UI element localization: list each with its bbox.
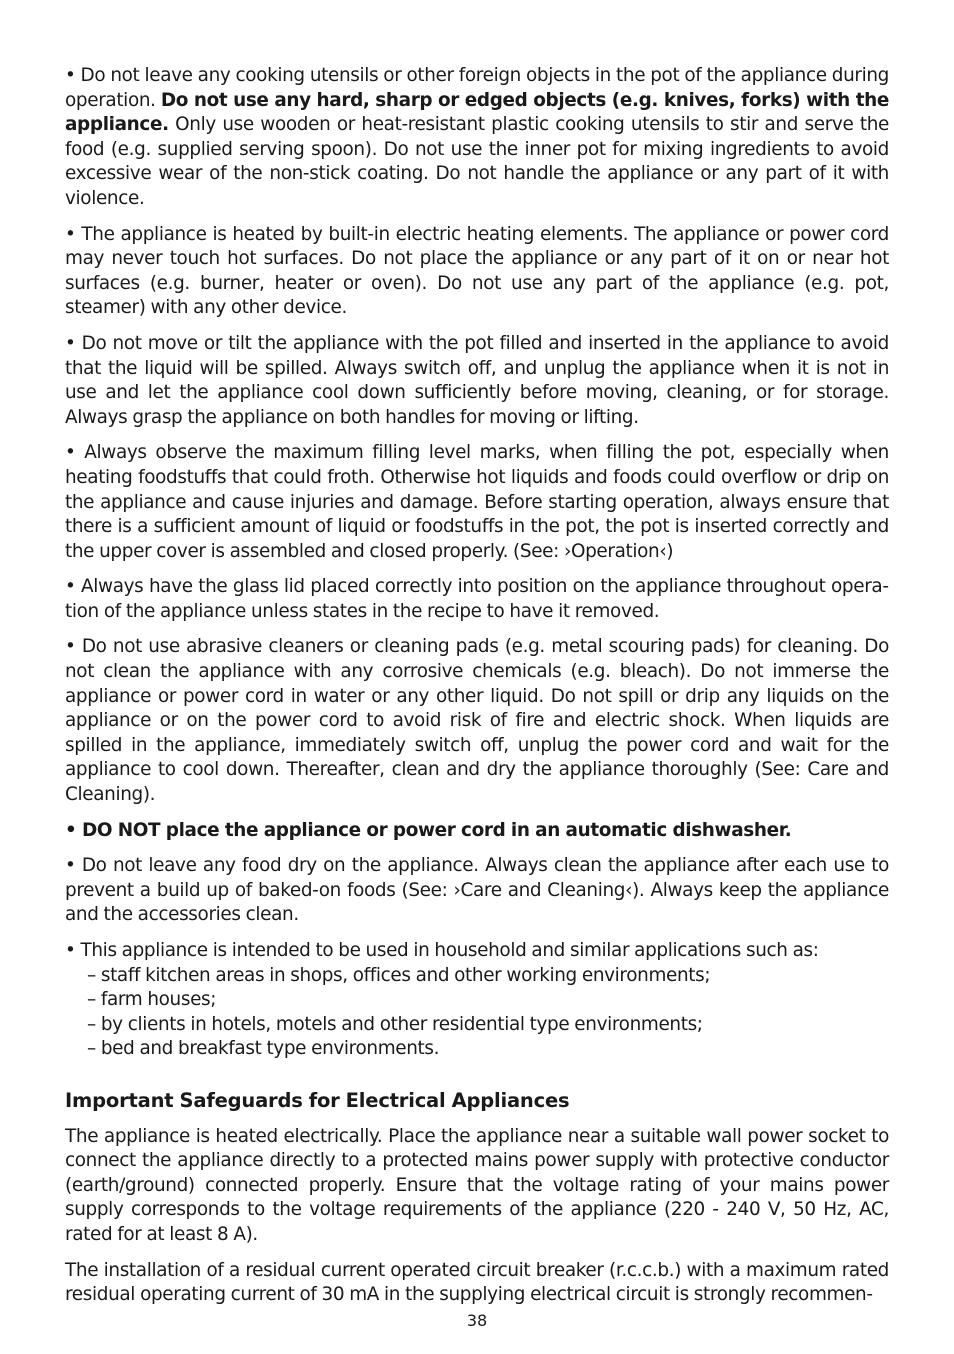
- paragraph-filling-level: • Always observe the maximum filling level marks, when filling the pot, especially when heating foodstuffs that could froth. Otherwise hot liquids and foods could overflow or drip on the appliance and cause injuries and damage. Before starting operation, always ensure that there is a sufficient amount of liquid or foodstuffs in the pot, the pot is inserted correctly and the upper cover is assembled and closed properly. (See: ›Operation‹): [65, 442, 889, 562]
- list-item: – staff kitchen areas in shops, offices and other working environments;: [87, 964, 711, 986]
- paragraph-food-dry: • Do not leave any food dry on the appliance. Always clean the appliance after each use to prevent a build up of baked-on foods (See: ›Care and Cleaning‹). Always keep the appliance and the accessories clean.: [65, 855, 889, 926]
- paragraph-moving: • Do not move or tilt the appliance with the pot filled and inserted in the appliance to avoid that the liquid will be spilled. Always switch off, and unplug the appliance when it is not in use and let the appliance cool down sufficiently before moving, cleaning, or for storage. Always grasp the appliance on both handles for moving or lifting.: [65, 332, 889, 428]
- page-number: 38: [466, 1311, 488, 1330]
- list-item: – farm houses;: [87, 989, 217, 1011]
- section-heading: Important Safeguards for Electrical Appliances: [65, 1088, 570, 1112]
- paragraph-heating-elements: • The appliance is heated by built-in electric heating elements. The appliance or power cord may never touch hot surfaces. Do not place the appliance or any part of it on or near hot surfaces (e.g. burner, heater or oven). Do not use any part of the appliance (e.g. pot, steamer) with any other device.: [65, 223, 889, 319]
- paragraph-electrical: The appliance is heated electrically. Place the appliance near a suitable wall power socket to connect the appliance directly to a protected mains power supply with protective conductor (earth/ground) connected properly. Ensure that the voltage rating of your mains power supply corresponds to the voltage requirements of the appliance (220 - 240 V, 50 Hz, AC, rated for at least 8 A).: [65, 1125, 889, 1245]
- warning-hard-objects: Do not use any hard, sharp or edged objects (e.g. knives, forks) with the appliance.: [65, 89, 890, 136]
- paragraph-cleaning: • Do not use abrasive cleaners or cleaning pads (e.g. metal scouring pads) for cleaning. Do not clean the appliance with any corrosive chemicals (e.g. bleach). Do not immerse the appliance or power cord in water or any other liquid. Do not spill or drip any liquids on the appliance or on the power cord to avoid risk of fire and electric shock. When liquids are spilled in the appliance, immediately switch off, unplug the power cord and wait for the appliance to cool down. Thereafter, clean and dry the appliance thoroughly (See: Care and Cleaning).: [65, 636, 889, 806]
- paragraph-rccb: The installation of a residual current operated circuit breaker (r.c.c.b.) with a maximum rated residual operating current of 30 mA in the supplying electrical circuit is strongly recommen-: [65, 1259, 889, 1306]
- paragraph-utensils: • Do not leave any cooking utensils or other foreign objects in the pot of the appliance during operation. Do not use any hard, sharp or edged objects (e.g. knives, forks) with the appliance. Only use wooden or heat-resistant plastic cooking utensils to stir and serve the food (e.g. supplied serving spoon). Do not use the inner pot for mixing ingredients to avoid excessive wear of the non-stick coating. Do not handle the appliance or any part of it with violence.: [65, 65, 890, 209]
- paragraph-dishwasher: • DO NOT place the appliance or power cord in an automatic dishwasher.: [65, 819, 792, 841]
- list-item: – bed and breakfast type environments.: [87, 1038, 440, 1060]
- paragraph-glass-lid: • Always have the glass lid placed correctly into position on the appliance throughout operation of the appliance unless states in the recipe to have it removed.: [65, 576, 889, 622]
- paragraph-intended-use: • This appliance is intended to be used in household and similar applications such as: – staff kitchen areas in shops, offices and other working environments; – farm houses; – by clients in hotels, motels and other residential type environments; – bed and breakfast type environments.: [65, 939, 889, 1062]
- list-item: – by clients in hotels, motels and other residential type environments;: [87, 1013, 703, 1035]
- document-page: [65, 64, 889, 1308]
